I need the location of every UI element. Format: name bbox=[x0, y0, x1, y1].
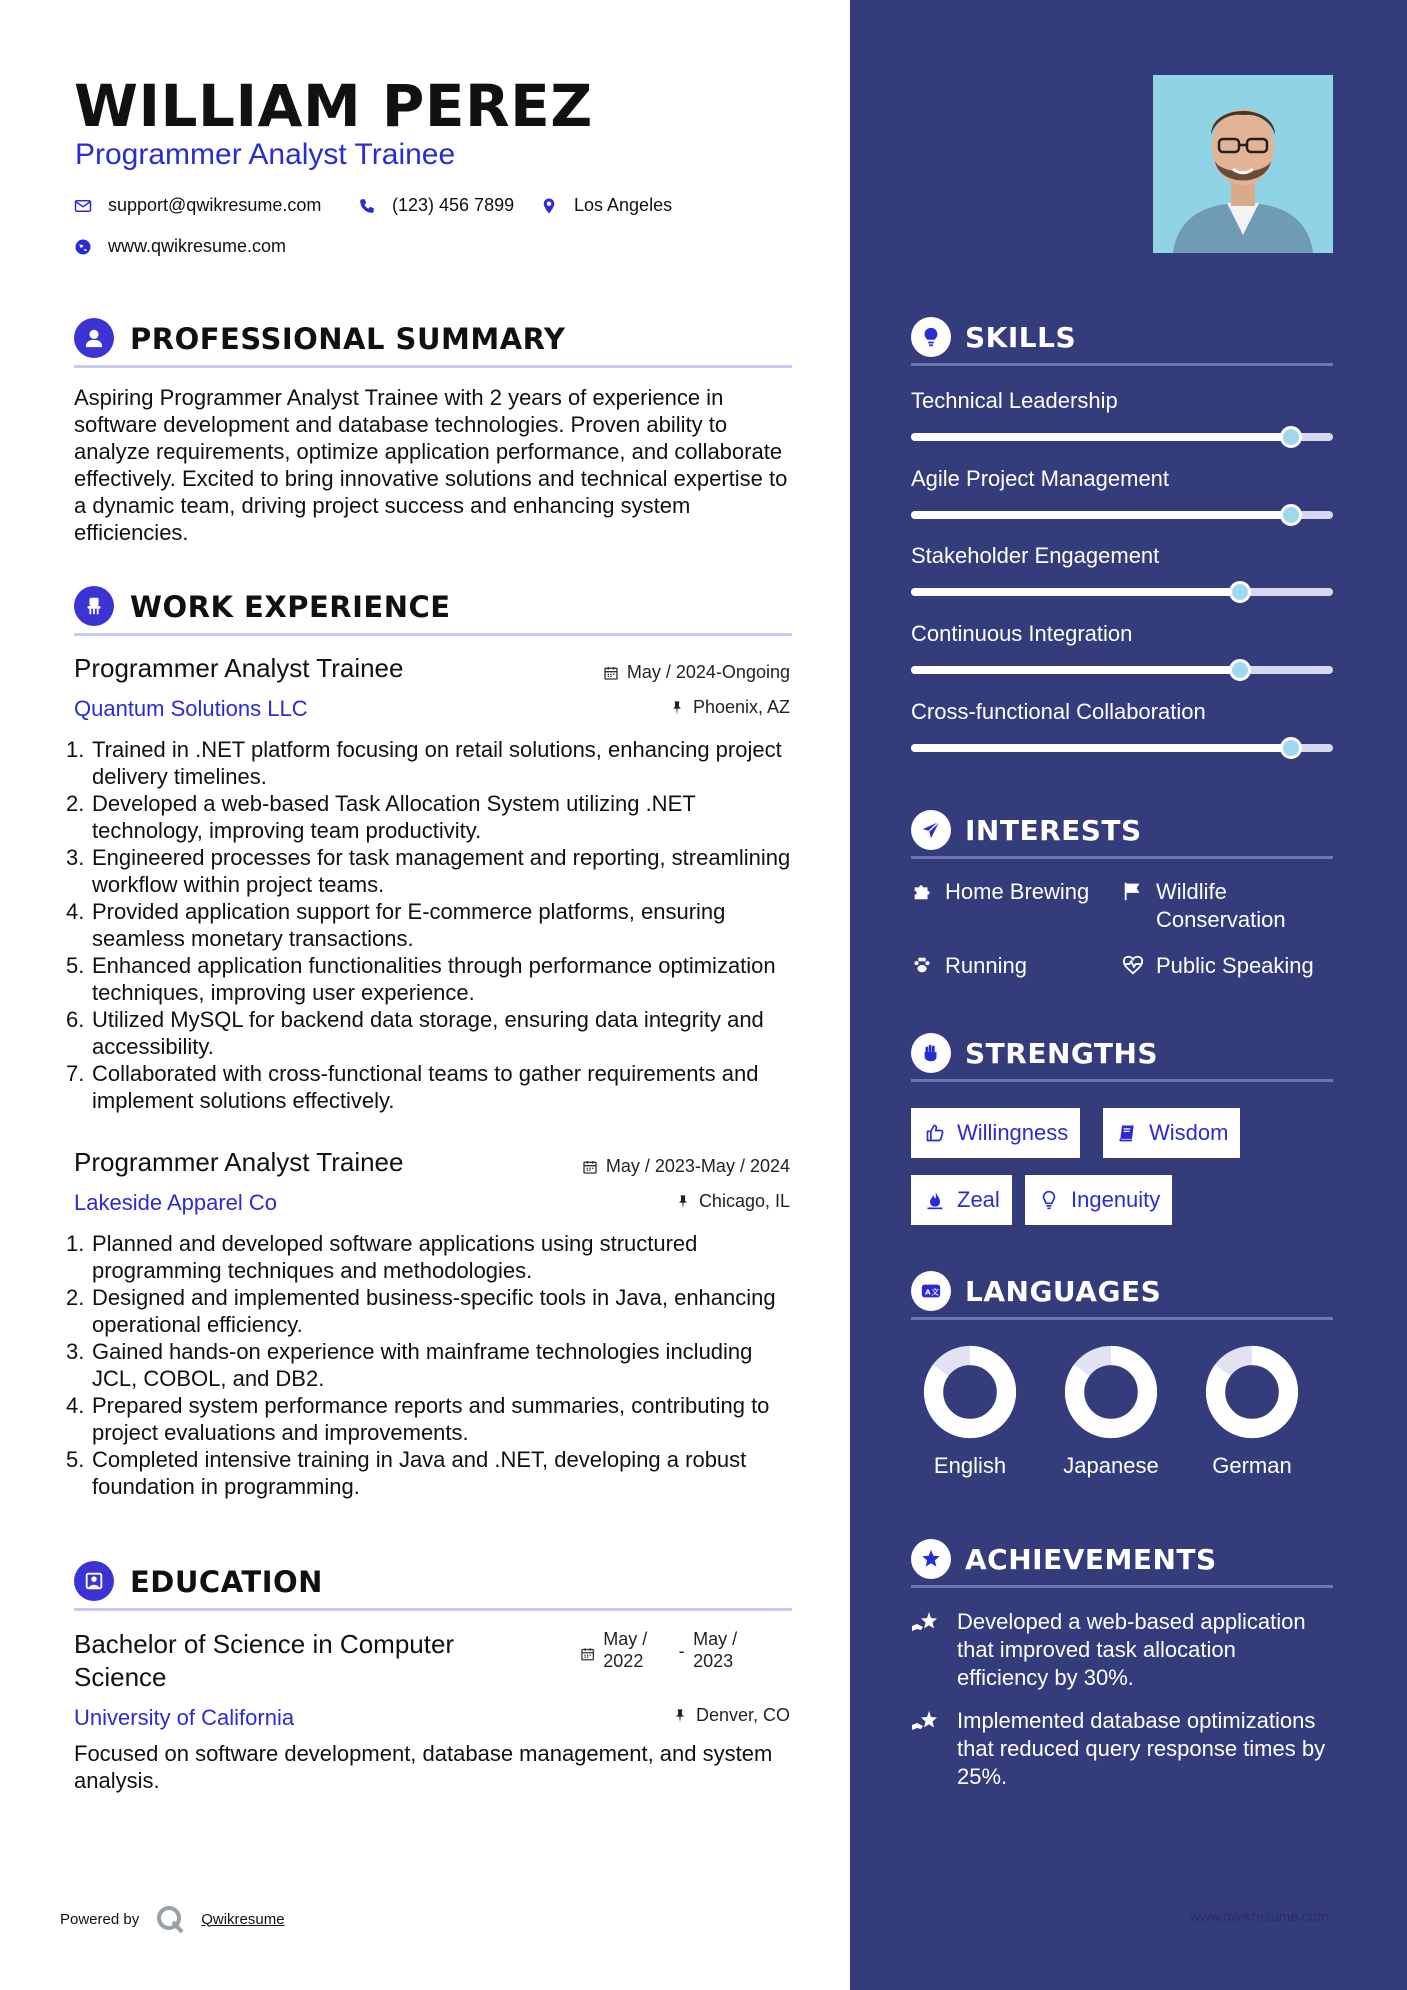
map-pin-icon bbox=[540, 197, 558, 215]
skill-bar-knob bbox=[1280, 504, 1302, 526]
strength-badge: Willingness bbox=[911, 1108, 1080, 1158]
job-bullets bbox=[66, 736, 796, 1114]
skill-bar-knob bbox=[1229, 581, 1251, 603]
email-text: support@qwikresume.com bbox=[108, 195, 322, 215]
language-name: Japanese bbox=[1063, 1453, 1159, 1478]
paw-icon bbox=[911, 954, 933, 976]
strength-badge: Ingenuity bbox=[1025, 1175, 1172, 1225]
phone-icon bbox=[358, 197, 376, 215]
powered-by-label: Powered by bbox=[60, 1910, 140, 1928]
qwikresume-link[interactable]: Qwikresume bbox=[201, 1910, 285, 1928]
section-title: ACHIEVEMENTS bbox=[965, 1543, 1217, 1576]
skill-bar-fill bbox=[911, 588, 1240, 596]
calendar-icon bbox=[582, 1159, 598, 1175]
list-item: 7. Collaborated with cross-functional teams to gather requirements and implement solutions effectively. bbox=[66, 1061, 759, 1113]
website-text: www.qwikresume.com bbox=[108, 236, 287, 256]
contact-email[interactable] bbox=[74, 195, 321, 216]
edu-start: May / 2022 bbox=[603, 1629, 648, 1671]
paper-plane-icon bbox=[911, 810, 951, 850]
skill-bar-knob bbox=[1280, 737, 1302, 759]
lightbulb-icon bbox=[1039, 1190, 1059, 1210]
section-education-header bbox=[74, 1555, 792, 1611]
edu-school: University of California bbox=[74, 1705, 295, 1730]
edu-location bbox=[672, 1705, 790, 1726]
job-dates-text: May / 2023-May / 2024 bbox=[605, 1156, 790, 1176]
raised-fist-icon bbox=[911, 1033, 951, 1073]
candidate-name: WILLIAM PEREZ bbox=[74, 72, 593, 140]
strength-badge: Zeal bbox=[911, 1175, 1012, 1225]
language-donut bbox=[1063, 1344, 1159, 1440]
job-location bbox=[669, 697, 790, 718]
puzzle-icon bbox=[911, 880, 933, 902]
globe-icon bbox=[74, 238, 92, 256]
language-item bbox=[910, 1344, 1030, 1479]
job-location-text: Chicago, IL bbox=[698, 1191, 790, 1211]
section-interests-header bbox=[911, 803, 1333, 859]
job-location-text: Phoenix, AZ bbox=[692, 697, 790, 717]
skill-name: Technical Leadership bbox=[911, 388, 1118, 413]
section-strengths-header bbox=[911, 1026, 1333, 1082]
book-icon bbox=[1117, 1123, 1137, 1143]
lightbulb-icon bbox=[911, 317, 951, 357]
chair-icon bbox=[74, 586, 114, 626]
svg-text:文: 文 bbox=[931, 1287, 939, 1297]
interest-item: Home Brewing bbox=[911, 878, 1111, 906]
powered-by bbox=[60, 1904, 285, 1934]
star-badge-icon bbox=[911, 1539, 951, 1579]
skill-bar-fill bbox=[911, 511, 1291, 519]
thumbs-up-icon bbox=[925, 1123, 945, 1143]
flag-icon bbox=[1122, 880, 1144, 902]
skill-bar-fill bbox=[911, 744, 1291, 752]
flame-icon bbox=[925, 1190, 945, 1210]
list-item: 1. Trained in .NET platform focusing on retail solutions, enhancing project delivery timelines. bbox=[66, 737, 782, 789]
section-title: STRENGTHS bbox=[965, 1037, 1159, 1070]
section-achievements-header bbox=[911, 1532, 1333, 1588]
language-name: English bbox=[933, 1453, 1007, 1478]
section-title: WORK EXPERIENCE bbox=[130, 590, 451, 624]
section-languages-header bbox=[911, 1264, 1333, 1320]
section-title: PROFESSIONAL SUMMARY bbox=[130, 322, 566, 356]
graduate-icon bbox=[74, 1561, 114, 1601]
edu-description: Focused on software development, database management, and system analysis. bbox=[74, 1741, 773, 1793]
interest-item: Public Speaking bbox=[1122, 952, 1342, 980]
list-item: 5. Completed intensive training in Java and .NET, developing a robust foundation in programming. bbox=[66, 1447, 747, 1499]
footer-site[interactable]: www.qwikresume.com bbox=[1190, 1908, 1329, 1924]
interest-item: Wildlife Conservation bbox=[1122, 878, 1332, 934]
contact-phone[interactable] bbox=[358, 195, 514, 216]
language-donut bbox=[1204, 1344, 1300, 1440]
list-item: 4. Prepared system performance reports and summaries, contributing to project evaluations and improvements. bbox=[66, 1393, 770, 1445]
job-dates bbox=[603, 662, 790, 683]
pushpin-icon bbox=[669, 700, 685, 716]
job-dates-text: May / 2024-Ongoing bbox=[626, 662, 790, 682]
pushpin-icon bbox=[675, 1194, 691, 1210]
list-item: 3. Gained hands-on experience with mainframe technologies including JCL, COBOL, and DB2. bbox=[66, 1339, 753, 1391]
summary-text: Aspiring Programmer Analyst Trainee with 2 years of experience in software development and database technologies. Proven ability to analyze requirements, optimize application performance, and collaborate effectively. Excited to bring innovative solutions and technical expertise to a dynamic team, driving project success and enhancing system efficiencies. bbox=[74, 385, 788, 545]
contact-location bbox=[540, 195, 672, 216]
job-role: Programmer Analyst Trainee bbox=[74, 1147, 404, 1177]
section-title: EDUCATION bbox=[130, 1565, 323, 1599]
job-company: Quantum Solutions LLC bbox=[74, 696, 308, 721]
job-bullets bbox=[66, 1230, 796, 1500]
edu-date-separator: - bbox=[678, 1641, 685, 1661]
list-item: 2. Designed and implemented business-specific tools in Java, enhancing operational efficiency. bbox=[66, 1285, 776, 1337]
section-experience-header bbox=[74, 580, 792, 636]
interest-item: Running bbox=[911, 952, 1111, 980]
user-icon bbox=[74, 318, 114, 358]
language-donut bbox=[922, 1344, 1018, 1440]
achievement-item: Developed a web-based application that improved task allocation efficiency by 30%. bbox=[911, 1608, 1331, 1692]
list-item: 3. Engineered processes for task management and reporting, streamlining workflow within project teams. bbox=[66, 845, 791, 897]
language-item bbox=[1192, 1344, 1312, 1479]
section-skills-header bbox=[911, 310, 1333, 366]
language-item bbox=[1051, 1344, 1171, 1479]
pushpin-icon bbox=[672, 1708, 688, 1724]
skill-name: Stakeholder Engagement bbox=[911, 543, 1160, 568]
translate-icon bbox=[911, 1271, 951, 1311]
list-item: 1. Planned and developed software applications using structured programming techniques and methodologies. bbox=[66, 1231, 698, 1283]
section-title: SKILLS bbox=[965, 321, 1077, 354]
skill-bar-fill bbox=[911, 433, 1291, 441]
list-item: 2. Developed a web-based Task Allocation System utilizing .NET technology, improving team productivity. bbox=[66, 791, 696, 843]
edu-end: May / 2023 bbox=[693, 1629, 738, 1671]
section-summary-header bbox=[74, 312, 792, 368]
edu-degree: Bachelor of Science in Computer Science bbox=[74, 1629, 455, 1692]
profile-photo bbox=[1153, 75, 1333, 253]
list-item: 5. Enhanced application functionalities through performance optimization techniques, improving user experience. bbox=[66, 953, 776, 1005]
contact-website[interactable] bbox=[74, 236, 286, 257]
heartbeat-icon bbox=[1122, 954, 1144, 976]
edu-dates bbox=[580, 1628, 760, 1672]
achievement-item: Implemented database optimizations that reduced query response times by 25%. bbox=[911, 1707, 1331, 1791]
phone-text: (123) 456 7899 bbox=[392, 195, 515, 215]
list-item: 4. Provided application support for E-commerce platforms, ensuring seamless monetary transactions. bbox=[66, 899, 726, 951]
list-item: 6. Utilized MySQL for backend data storage, ensuring data integrity and accessibility. bbox=[66, 1007, 764, 1059]
skill-bar-knob bbox=[1280, 426, 1302, 448]
section-title: LANGUAGES bbox=[965, 1275, 1162, 1308]
skill-name: Cross-functional Collaboration bbox=[911, 699, 1206, 724]
language-name: German bbox=[1212, 1453, 1292, 1478]
skill-name: Agile Project Management bbox=[911, 466, 1170, 491]
calendar-icon bbox=[580, 1646, 595, 1662]
star-hand-icon bbox=[911, 1610, 941, 1636]
candidate-title: Programmer Analyst Trainee bbox=[75, 138, 456, 171]
strength-badge: Wisdom bbox=[1103, 1108, 1240, 1158]
envelope-icon bbox=[74, 197, 92, 215]
skill-bar bbox=[911, 433, 1333, 441]
qwikresume-logo-icon bbox=[155, 1904, 185, 1934]
job-company: Lakeside Apparel Co bbox=[74, 1190, 278, 1215]
skill-name: Continuous Integration bbox=[911, 621, 1133, 646]
skill-bar-fill bbox=[911, 666, 1240, 674]
skill-bar bbox=[911, 511, 1333, 519]
skill-bar-knob bbox=[1229, 659, 1251, 681]
skill-bar bbox=[911, 588, 1333, 596]
job-dates bbox=[582, 1156, 790, 1177]
section-title: INTERESTS bbox=[965, 814, 1142, 847]
svg-text:A: A bbox=[925, 1287, 931, 1297]
edu-location-text: Denver, CO bbox=[695, 1705, 790, 1725]
job-location bbox=[675, 1191, 790, 1212]
calendar-icon bbox=[603, 665, 619, 681]
star-hand-icon bbox=[911, 1709, 941, 1735]
location-text: Los Angeles bbox=[574, 195, 673, 215]
job-role: Programmer Analyst Trainee bbox=[74, 653, 404, 683]
skill-bar bbox=[911, 744, 1333, 752]
skill-bar bbox=[911, 666, 1333, 674]
